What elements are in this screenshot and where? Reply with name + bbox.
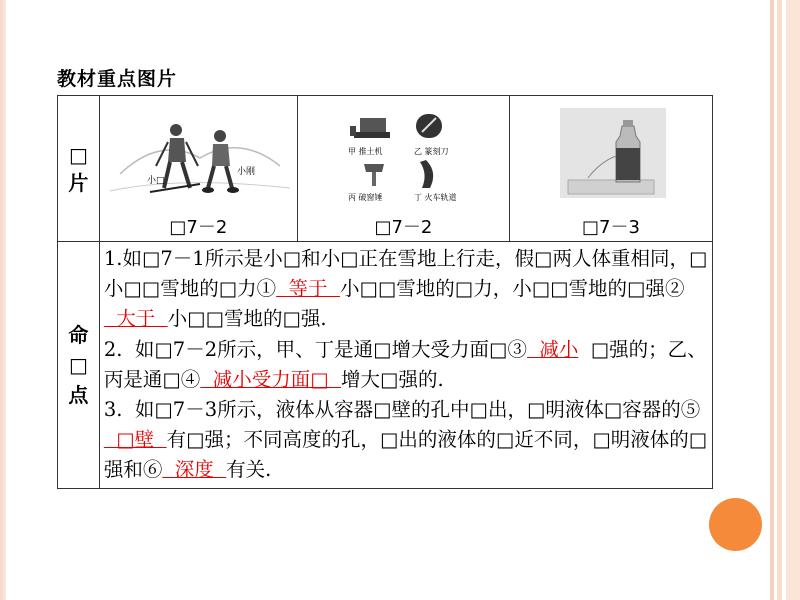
answer-6: 深度 bbox=[162, 458, 227, 482]
picture-caption-1: □7－2 bbox=[169, 217, 228, 238]
tool-label-window-hammer: 丙 破窗锤 bbox=[347, 193, 383, 202]
skiers-image bbox=[100, 96, 297, 215]
answer-1: 等于 bbox=[276, 277, 340, 301]
answer-3: 减小 bbox=[526, 337, 579, 361]
tool-label-rail-track: 丁 火车轨道 bbox=[413, 193, 457, 202]
skier-label-xiaogang: 小刚 bbox=[236, 167, 255, 177]
picture-cell-2 bbox=[297, 96, 509, 242]
picture-caption-2: □7－2 bbox=[374, 217, 433, 238]
section-heading: 教材重点图片 bbox=[57, 68, 178, 90]
picture-cell-3 bbox=[509, 96, 712, 242]
pictures-side-label: □ 片 bbox=[58, 96, 100, 242]
picture-cell-1 bbox=[99, 96, 297, 242]
key-points-text bbox=[99, 242, 712, 489]
picture-caption-3: □7－3 bbox=[582, 217, 640, 238]
tools-image bbox=[298, 96, 509, 215]
key-points-row bbox=[58, 242, 713, 489]
content-table bbox=[57, 95, 713, 489]
answer-5: □壁 bbox=[103, 428, 167, 452]
pictures-row bbox=[58, 96, 713, 242]
point-2: 2. 如□7－2所示，甲、丁是通□增大受力面□③ 减小 □强的；乙、丙是通□④ 减小受力面□ 增大□强的. bbox=[103, 337, 707, 391]
point-1: 1.如□7－1所示是小□和小□正在雪地上行走，假□两人体重相同，□小□□雪地的□力① 等于 小□□雪地的□力，小□□雪地的□强② 大于 小□□雪地的□强. bbox=[103, 247, 708, 331]
skier-label-xiaoming: 小□ bbox=[146, 176, 165, 186]
tool-label-bulldozer: 甲 推土机 bbox=[347, 147, 383, 156]
answer-4: 减小受力面□ bbox=[200, 367, 342, 391]
answer-2: 大于 bbox=[103, 307, 168, 331]
bottle-experiment-image bbox=[510, 96, 712, 215]
key-points-side-label: 命 □ 点 bbox=[58, 242, 100, 489]
right-decorative-border bbox=[770, 0, 800, 600]
orange-circle-decoration bbox=[709, 498, 762, 551]
tool-label-carving-knife: 乙 篆刻刀 bbox=[413, 147, 449, 156]
point-3: 3. 如□7－3所示，液体从容器□壁的孔中□出，□明液体□容器的⑤ □壁 有□强；不同高度的孔，□出的液体的□近不同，□明液体的□强和⑥ 深度 有关. bbox=[103, 398, 708, 482]
left-decorative-border bbox=[0, 0, 6, 600]
